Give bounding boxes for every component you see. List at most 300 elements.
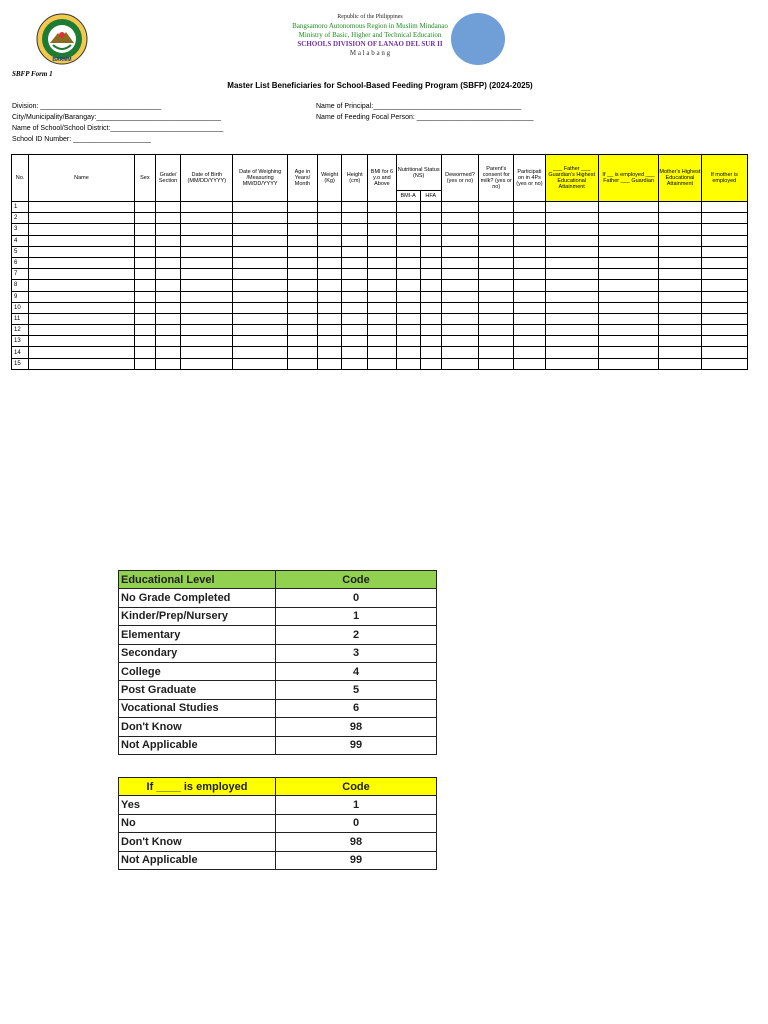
table-cell[interactable] (420, 336, 441, 347)
table-cell[interactable] (441, 257, 478, 268)
table-cell[interactable] (545, 336, 598, 347)
col-mother-employed: If mother is employed (701, 155, 747, 202)
table-cell[interactable] (368, 224, 396, 235)
table-cell[interactable] (396, 280, 420, 291)
city-field[interactable]: City/Municipality/Barangay:________________________________ (12, 114, 222, 121)
table-cell[interactable] (441, 202, 478, 213)
table-cell[interactable] (342, 257, 368, 268)
list-item (119, 814, 437, 832)
school-id-field[interactable]: School ID Number: ____________________ (12, 136, 151, 143)
table-cell[interactable] (420, 325, 441, 336)
table-cell[interactable] (545, 325, 598, 336)
table-cell[interactable] (441, 302, 478, 313)
table-cell[interactable] (545, 224, 598, 235)
table-cell[interactable] (318, 302, 342, 313)
table-cell[interactable] (287, 302, 317, 313)
code-label: No Grade Completed (119, 589, 276, 607)
table-cell[interactable] (420, 246, 441, 257)
table-cell[interactable] (181, 269, 233, 280)
table-cell[interactable] (155, 302, 180, 313)
table-cell[interactable] (396, 257, 420, 268)
table-cell[interactable] (396, 347, 420, 358)
table-cell[interactable] (514, 213, 545, 224)
table-cell[interactable] (342, 235, 368, 246)
table-cell[interactable] (29, 213, 135, 224)
table-cell[interactable] (479, 235, 514, 246)
table-cell[interactable] (479, 291, 514, 302)
table-cell[interactable] (396, 291, 420, 302)
table-cell[interactable] (29, 235, 135, 246)
table-cell[interactable] (181, 347, 233, 358)
table-row (12, 313, 748, 324)
table-cell[interactable] (441, 235, 478, 246)
table-cell[interactable] (420, 291, 441, 302)
table-cell[interactable] (233, 213, 287, 224)
table-cell[interactable] (441, 336, 478, 347)
table-cell[interactable] (29, 269, 135, 280)
table-cell[interactable] (396, 246, 420, 257)
table-cell[interactable] (441, 269, 478, 280)
table-cell[interactable] (396, 313, 420, 324)
table-cell[interactable] (701, 358, 747, 369)
table-cell[interactable] (420, 224, 441, 235)
table-cell[interactable] (342, 291, 368, 302)
table-cell[interactable] (514, 291, 545, 302)
table-cell[interactable] (479, 246, 514, 257)
table-cell[interactable] (659, 257, 701, 268)
table-cell[interactable] (701, 302, 747, 313)
table-cell[interactable] (29, 291, 135, 302)
table-cell[interactable] (29, 325, 135, 336)
table-cell[interactable] (701, 224, 747, 235)
table-cell[interactable] (134, 224, 155, 235)
table-cell[interactable] (368, 246, 396, 257)
table-cell[interactable] (342, 213, 368, 224)
table-cell[interactable] (368, 313, 396, 324)
table-cell[interactable] (659, 325, 701, 336)
table-cell[interactable] (29, 302, 135, 313)
table-cell[interactable] (479, 302, 514, 313)
table-cell[interactable] (155, 246, 180, 257)
table-cell[interactable] (659, 291, 701, 302)
table-cell[interactable] (287, 347, 317, 358)
table-cell[interactable] (545, 257, 598, 268)
table-cell[interactable] (134, 358, 155, 369)
table-cell[interactable] (342, 246, 368, 257)
table-cell[interactable] (134, 235, 155, 246)
row-number: 8 (12, 280, 29, 291)
table-cell[interactable] (287, 269, 317, 280)
table-cell[interactable] (396, 336, 420, 347)
code-value: 98 (276, 718, 437, 736)
table-cell[interactable] (318, 224, 342, 235)
table-cell[interactable] (701, 235, 747, 246)
table-cell[interactable] (181, 224, 233, 235)
table-cell[interactable] (318, 257, 342, 268)
table-cell[interactable] (479, 313, 514, 324)
table-cell[interactable] (701, 213, 747, 224)
table-cell[interactable] (545, 280, 598, 291)
table-cell[interactable] (134, 257, 155, 268)
education-code-table (118, 570, 437, 755)
table-cell[interactable] (29, 202, 135, 213)
table-cell[interactable] (701, 202, 747, 213)
table-cell[interactable] (342, 313, 368, 324)
table-cell[interactable] (441, 246, 478, 257)
table-cell[interactable] (368, 269, 396, 280)
table-cell[interactable] (318, 313, 342, 324)
table-cell[interactable] (155, 336, 180, 347)
table-cell[interactable] (134, 213, 155, 224)
table-cell[interactable] (598, 313, 658, 324)
table-cell[interactable] (342, 280, 368, 291)
table-cell[interactable] (134, 280, 155, 291)
table-cell[interactable] (479, 202, 514, 213)
table-cell[interactable] (420, 269, 441, 280)
table-cell[interactable] (420, 213, 441, 224)
table-cell[interactable] (420, 235, 441, 246)
table-cell[interactable] (514, 269, 545, 280)
table-cell[interactable] (181, 313, 233, 324)
table-cell[interactable] (155, 269, 180, 280)
table-cell[interactable] (598, 358, 658, 369)
table-cell[interactable] (155, 280, 180, 291)
table-cell[interactable] (29, 336, 135, 347)
table-cell[interactable] (420, 202, 441, 213)
code-label: Post Graduate (119, 681, 276, 699)
table-cell[interactable] (701, 269, 747, 280)
table-cell[interactable] (29, 246, 135, 257)
table-cell[interactable] (479, 358, 514, 369)
table-cell[interactable] (155, 347, 180, 358)
table-cell[interactable] (368, 280, 396, 291)
table-cell[interactable] (441, 213, 478, 224)
table-cell[interactable] (342, 202, 368, 213)
table-cell[interactable] (287, 257, 317, 268)
table-cell[interactable] (134, 325, 155, 336)
table-cell[interactable] (396, 224, 420, 235)
table-cell[interactable] (514, 280, 545, 291)
table-cell[interactable] (134, 202, 155, 213)
table-cell[interactable] (514, 246, 545, 257)
table-cell[interactable] (287, 202, 317, 213)
table-cell[interactable] (420, 313, 441, 324)
table-cell[interactable] (396, 235, 420, 246)
table-cell[interactable] (155, 224, 180, 235)
table-cell[interactable] (545, 358, 598, 369)
table-cell[interactable] (701, 291, 747, 302)
table-cell[interactable] (318, 325, 342, 336)
table-cell[interactable] (233, 257, 287, 268)
table-cell[interactable] (233, 246, 287, 257)
school-field[interactable]: Name of School/School District:_____________________________ (12, 125, 224, 132)
table-cell[interactable] (181, 325, 233, 336)
table-cell[interactable] (233, 336, 287, 347)
table-cell[interactable] (368, 213, 396, 224)
table-cell[interactable] (598, 213, 658, 224)
table-cell[interactable] (368, 291, 396, 302)
table-cell[interactable] (701, 246, 747, 257)
list-item (119, 626, 437, 644)
table-cell[interactable] (181, 246, 233, 257)
table-cell[interactable] (181, 302, 233, 313)
table-cell[interactable] (598, 235, 658, 246)
table-cell[interactable] (134, 269, 155, 280)
table-cell[interactable] (659, 269, 701, 280)
col-ns-bmi: BMI-A (396, 191, 420, 202)
table-cell[interactable] (514, 358, 545, 369)
table-cell[interactable] (287, 246, 317, 257)
code-value: 3 (276, 644, 437, 662)
table-cell[interactable] (598, 224, 658, 235)
table-cell[interactable] (368, 325, 396, 336)
table-cell[interactable] (479, 280, 514, 291)
table-cell[interactable] (233, 291, 287, 302)
table-cell[interactable] (598, 257, 658, 268)
col-name: Name (29, 155, 135, 202)
table-cell[interactable] (441, 347, 478, 358)
table-cell[interactable] (181, 336, 233, 347)
table-cell[interactable] (545, 202, 598, 213)
table-cell[interactable] (701, 336, 747, 347)
table-cell[interactable] (396, 202, 420, 213)
table-cell[interactable] (233, 202, 287, 213)
table-cell[interactable] (598, 202, 658, 213)
table-cell[interactable] (342, 302, 368, 313)
table-cell[interactable] (545, 347, 598, 358)
table-cell[interactable] (29, 347, 135, 358)
table-cell[interactable] (514, 302, 545, 313)
table-cell[interactable] (29, 313, 135, 324)
table-cell[interactable] (287, 325, 317, 336)
table-cell[interactable] (155, 325, 180, 336)
table-cell[interactable] (318, 336, 342, 347)
table-cell[interactable] (514, 325, 545, 336)
table-cell[interactable] (318, 291, 342, 302)
table-cell[interactable] (233, 313, 287, 324)
col-father-education: ___ Father ___ Guardian's Highest Educational Attainment (545, 155, 598, 202)
table-cell[interactable] (598, 280, 658, 291)
table-cell[interactable] (598, 336, 658, 347)
table-cell[interactable] (29, 224, 135, 235)
principal-field[interactable]: Name of Principal:______________________________________ (316, 103, 522, 110)
table-cell[interactable] (29, 257, 135, 268)
table-cell[interactable] (441, 325, 478, 336)
table-cell[interactable] (545, 235, 598, 246)
table-cell[interactable] (233, 224, 287, 235)
table-cell[interactable] (233, 235, 287, 246)
table-cell[interactable] (598, 302, 658, 313)
table-cell[interactable] (598, 347, 658, 358)
table-cell[interactable] (514, 202, 545, 213)
table-cell[interactable] (479, 347, 514, 358)
table-cell[interactable] (701, 325, 747, 336)
table-cell[interactable] (479, 269, 514, 280)
table-cell[interactable] (479, 213, 514, 224)
table-cell[interactable] (318, 280, 342, 291)
table-cell[interactable] (318, 235, 342, 246)
table-cell[interactable] (155, 213, 180, 224)
table-cell[interactable] (155, 235, 180, 246)
table-cell[interactable] (598, 291, 658, 302)
table-cell[interactable] (368, 358, 396, 369)
table-cell[interactable] (134, 313, 155, 324)
table-cell[interactable] (155, 313, 180, 324)
table-cell[interactable] (479, 224, 514, 235)
table-cell[interactable] (181, 280, 233, 291)
table-cell[interactable] (134, 291, 155, 302)
table-row (12, 325, 748, 336)
table-cell[interactable] (181, 213, 233, 224)
table-cell[interactable] (659, 202, 701, 213)
table-cell[interactable] (659, 235, 701, 246)
row-number: 2 (12, 213, 29, 224)
code-value: 2 (276, 626, 437, 644)
code-label: Kinder/Prep/Nursery (119, 607, 276, 625)
focal-person-field[interactable]: Name of Feeding Focal Person: ______________________________ (316, 114, 534, 121)
table-cell[interactable] (287, 358, 317, 369)
table-cell[interactable] (396, 325, 420, 336)
table-cell[interactable] (441, 313, 478, 324)
table-cell[interactable] (659, 336, 701, 347)
table-cell[interactable] (441, 224, 478, 235)
table-cell[interactable] (514, 313, 545, 324)
table-cell[interactable] (420, 347, 441, 358)
table-cell[interactable] (659, 302, 701, 313)
table-cell[interactable] (342, 358, 368, 369)
table-cell[interactable] (598, 269, 658, 280)
table-cell[interactable] (479, 336, 514, 347)
table-cell[interactable] (659, 213, 701, 224)
table-cell[interactable] (181, 291, 233, 302)
table-cell[interactable] (701, 313, 747, 324)
table-cell[interactable] (514, 257, 545, 268)
table-cell[interactable] (701, 280, 747, 291)
table-cell[interactable] (659, 246, 701, 257)
table-cell[interactable] (318, 246, 342, 257)
table-cell[interactable] (701, 257, 747, 268)
table-cell[interactable] (701, 347, 747, 358)
code-value: 5 (276, 681, 437, 699)
table-cell[interactable] (659, 347, 701, 358)
col-4ps: Participati on in 4Ps (yes or no) (514, 155, 545, 202)
table-cell[interactable] (287, 313, 317, 324)
table-cell[interactable] (181, 235, 233, 246)
code-label: Vocational Studies (119, 699, 276, 717)
table-cell[interactable] (441, 358, 478, 369)
table-cell[interactable] (396, 302, 420, 313)
table-cell[interactable] (420, 257, 441, 268)
col-grade: Grade/ Section (155, 155, 180, 202)
table-cell[interactable] (514, 235, 545, 246)
table-cell[interactable] (420, 358, 441, 369)
table-cell[interactable] (181, 257, 233, 268)
table-cell[interactable] (659, 224, 701, 235)
table-cell[interactable] (155, 291, 180, 302)
table-cell[interactable] (287, 280, 317, 291)
table-cell[interactable] (233, 269, 287, 280)
table-cell[interactable] (545, 246, 598, 257)
table-row (12, 302, 748, 313)
table-cell[interactable] (342, 224, 368, 235)
table-cell[interactable] (233, 358, 287, 369)
table-cell[interactable] (479, 257, 514, 268)
table-cell[interactable] (659, 358, 701, 369)
table-cell[interactable] (659, 280, 701, 291)
table-cell[interactable] (233, 302, 287, 313)
table-cell[interactable] (318, 202, 342, 213)
table-cell[interactable] (441, 280, 478, 291)
table-cell[interactable] (441, 291, 478, 302)
table-cell[interactable] (545, 291, 598, 302)
table-cell[interactable] (181, 202, 233, 213)
table-cell[interactable] (29, 358, 135, 369)
table-cell[interactable] (318, 358, 342, 369)
table-cell[interactable] (514, 347, 545, 358)
table-cell[interactable] (155, 358, 180, 369)
table-cell[interactable] (342, 336, 368, 347)
table-cell[interactable] (233, 325, 287, 336)
table-cell[interactable] (318, 213, 342, 224)
table-cell[interactable] (318, 347, 342, 358)
table-cell[interactable] (155, 257, 180, 268)
table-cell[interactable] (287, 213, 317, 224)
table-cell[interactable] (233, 347, 287, 358)
division-field[interactable]: Division: _______________________________ (12, 103, 162, 110)
table-cell[interactable] (318, 269, 342, 280)
table-cell[interactable] (287, 336, 317, 347)
table-cell[interactable] (342, 269, 368, 280)
table-cell[interactable] (598, 325, 658, 336)
table-cell[interactable] (155, 202, 180, 213)
table-cell[interactable] (545, 269, 598, 280)
table-cell[interactable] (420, 302, 441, 313)
table-cell[interactable] (368, 347, 396, 358)
table-cell[interactable] (598, 246, 658, 257)
table-cell[interactable] (134, 246, 155, 257)
table-cell[interactable] (181, 358, 233, 369)
table-cell[interactable] (396, 358, 420, 369)
table-cell[interactable] (396, 269, 420, 280)
table-cell[interactable] (545, 213, 598, 224)
table-cell[interactable] (368, 202, 396, 213)
table-cell[interactable] (368, 336, 396, 347)
table-cell[interactable] (545, 302, 598, 313)
table-cell[interactable] (134, 336, 155, 347)
table-cell[interactable] (287, 291, 317, 302)
table-cell[interactable] (29, 280, 135, 291)
table-cell[interactable] (134, 302, 155, 313)
code-value: 99 (276, 736, 437, 754)
table-cell[interactable] (514, 224, 545, 235)
table-cell[interactable] (134, 347, 155, 358)
table-cell[interactable] (368, 257, 396, 268)
table-cell[interactable] (420, 280, 441, 291)
table-cell[interactable] (342, 347, 368, 358)
table-cell[interactable] (368, 302, 396, 313)
table-cell[interactable] (287, 235, 317, 246)
table-cell[interactable] (514, 336, 545, 347)
table-cell[interactable] (659, 313, 701, 324)
table-cell[interactable] (342, 325, 368, 336)
table-cell[interactable] (545, 313, 598, 324)
header-ministry: Ministry of Basic, Higher and Technical Education (298, 31, 442, 39)
table-cell[interactable] (368, 235, 396, 246)
table-cell[interactable] (479, 325, 514, 336)
table-cell[interactable] (233, 280, 287, 291)
table-cell[interactable] (287, 224, 317, 235)
table-cell[interactable] (396, 213, 420, 224)
